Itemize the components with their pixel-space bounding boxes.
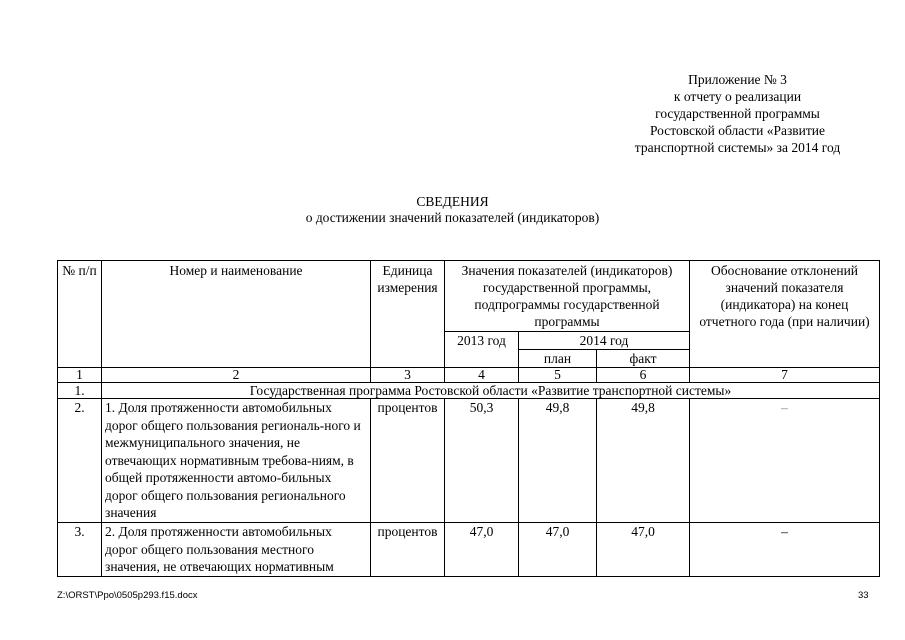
column-number: 7 — [690, 368, 880, 383]
header-justification: Обоснование отклонений значений показателя (индикатора) на конец отчетного года (при наличии) — [690, 261, 880, 368]
row-unit: процентов — [371, 523, 445, 577]
row-num: 2. — [58, 399, 102, 523]
column-number: 4 — [445, 368, 519, 383]
indicators-table — [57, 260, 880, 577]
row-value-2013: 50,3 — [445, 399, 519, 523]
title-heading: СВЕДЕНИЯ — [416, 194, 489, 209]
row-value-2013: 47,0 — [445, 523, 519, 577]
footer-file-path: Z:\ORST\Ppo\0505p293.f15.docx — [57, 590, 198, 601]
appendix-line: Приложение № 3 — [688, 72, 787, 87]
appendix-line: государственной программы — [655, 106, 820, 121]
table-row — [58, 523, 880, 577]
table-row — [58, 399, 880, 523]
appendix-line: к отчету о реализации — [673, 89, 802, 104]
footer-page-number: 33 — [858, 590, 869, 601]
column-number: 5 — [519, 368, 597, 383]
program-row-num: 1. — [58, 383, 102, 399]
row-num: 3. — [58, 523, 102, 577]
row-name: 2. Доля протяженности автомобильных дорог общего пользования местного значения, не отвечающих нормативным — [102, 523, 371, 577]
header-plan: план — [519, 350, 597, 368]
document-title — [0, 194, 905, 226]
program-row — [58, 383, 880, 399]
header-year-2013: 2013 год — [445, 332, 519, 368]
row-note: – — [690, 523, 880, 577]
title-subheading: о достижении значений показателей (индикаторов) — [305, 210, 600, 225]
row-note: – — [690, 399, 880, 523]
row-fact: 47,0 — [597, 523, 690, 577]
program-row-text: Государственная программа Ростовской области «Развитие транспортной системы» — [102, 383, 880, 399]
row-unit: процентов — [371, 399, 445, 523]
header-unit: Единица измерения — [371, 261, 445, 368]
column-number: 3 — [371, 368, 445, 383]
appendix-line: Ростовской области «Развитие — [649, 123, 826, 138]
header-year-2014: 2014 год — [519, 332, 690, 350]
column-number: 2 — [102, 368, 371, 383]
appendix-line: транспортной системы» за 2014 год — [634, 140, 841, 155]
column-number: 6 — [597, 368, 690, 383]
header-fact: факт — [597, 350, 690, 368]
appendix-header — [560, 71, 905, 156]
column-number: 1 — [58, 368, 102, 383]
row-plan: 49,8 — [519, 399, 597, 523]
header-values: Значения показателей (индикаторов) государственной программы, подпрограммы государственной программы — [445, 261, 690, 332]
header-name: Номер и наименование — [102, 261, 371, 368]
header-num: № п/п — [58, 261, 102, 368]
row-name: 1. Доля протяженности автомобильных дорог общего пользования региональ-ного и межмуниципального значения, не отвечающих нормативным требова-ниям, в общей протяженности автомо-бильных дорог общего пользования регионального значения — [102, 399, 371, 523]
row-plan: 47,0 — [519, 523, 597, 577]
row-fact: 49,8 — [597, 399, 690, 523]
